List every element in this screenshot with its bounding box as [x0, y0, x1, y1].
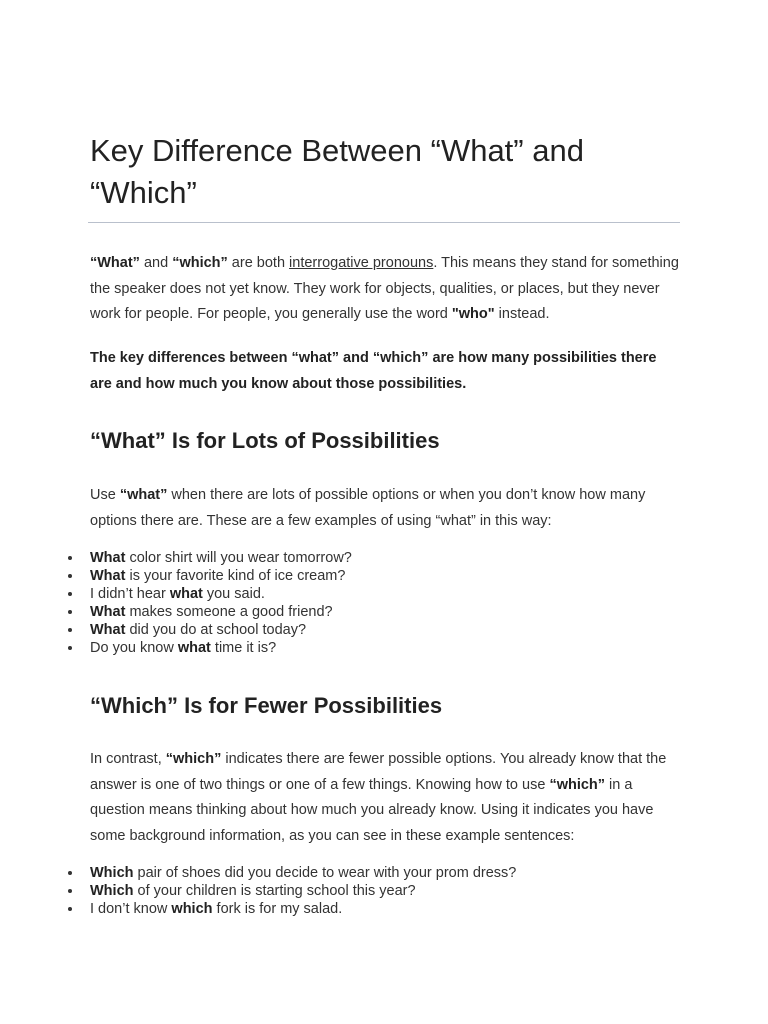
interrogative-pronouns-link[interactable]: interrogative pronouns [289, 255, 434, 271]
list-item-keyword: What [90, 550, 126, 566]
list-item-text-after: fork is for my salad. [212, 901, 343, 917]
what-examples-list [90, 549, 690, 657]
list-item-text-before: Do you know [90, 640, 178, 656]
bullet-icon [68, 871, 72, 875]
intro-text-are-both: are both [227, 255, 290, 271]
list-item-keyword: what [169, 586, 203, 602]
list-item-text-after: time it is? [210, 640, 277, 656]
list-item-keyword: what [177, 640, 211, 656]
list-item-text-before: I didn’t hear [90, 586, 170, 602]
term-which: “which” [549, 776, 606, 793]
bullet-icon [68, 646, 72, 650]
intro-text-end: instead. [494, 306, 550, 322]
list-item-text-after: you said. [202, 586, 265, 602]
what-paragraph [90, 483, 680, 534]
which-text-b: indicates there are fewer possible options. You already know that the answer is one of two things or one of a few things. Knowing how to use [90, 751, 667, 793]
term-who: "who" [451, 306, 495, 322]
list-item-keyword: which [171, 901, 213, 917]
list-item-keyword: What [90, 622, 126, 638]
section-heading-what: “What” Is for Lots of Possibilities [90, 428, 440, 453]
list-item-text-before: I don’t know [90, 901, 172, 917]
list-item-keyword: Which [90, 865, 134, 881]
intro-text-and: and [139, 255, 173, 271]
intro-text-rest: . This means they stand for something the speaker does not yet know. They work for objects, qualities, or places, but they never work for people. For people, you generally use the word [90, 255, 679, 322]
which-text-c: in a question means thinking about how much you already know. Using it indicates you have some background information, as you can see in these example sentences: [90, 776, 654, 844]
list-item [90, 549, 690, 567]
bullet-icon [68, 907, 72, 911]
term-what: “What” [90, 255, 140, 271]
list-item-text-after: is your favorite kind of ice cream? [125, 568, 346, 584]
bullet-icon [68, 556, 72, 560]
bullet-icon [68, 592, 72, 596]
list-item [90, 621, 690, 639]
list-item [90, 603, 690, 621]
list-item-text-after: pair of shoes did you decide to wear with your prom dress? [133, 865, 517, 881]
title-divider [88, 222, 680, 223]
bullet-icon [68, 574, 72, 578]
list-item [90, 900, 690, 918]
which-text-a: In contrast, [90, 751, 166, 767]
page-title: Key Difference Between “What” and “Which” [90, 133, 584, 210]
list-item-text-after: color shirt will you wear tomorrow? [125, 550, 352, 566]
bullet-icon [68, 628, 72, 632]
list-item [90, 585, 690, 603]
what-text-use: Use [90, 487, 120, 503]
list-item [90, 639, 690, 657]
list-item-text-after: of your children is starting school this year? [133, 883, 416, 899]
list-item [90, 882, 690, 900]
term-which: “which” [165, 751, 222, 767]
list-item-keyword: Which [90, 883, 134, 899]
key-differences-paragraph: The key differences between “what” and “which” are how many possibilities there are and how much you know about those possibilities. [90, 350, 657, 392]
list-item-keyword: What [90, 568, 126, 584]
list-item-keyword: What [90, 604, 126, 620]
bullet-icon [68, 889, 72, 893]
term-which: “which” [172, 255, 228, 271]
list-item [90, 567, 690, 585]
which-paragraph [90, 747, 680, 849]
intro-paragraph [90, 251, 680, 328]
section-heading-which: “Which” Is for Fewer Possibilities [90, 693, 443, 718]
bullet-icon [68, 610, 72, 614]
list-item-text-after: did you do at school today? [125, 622, 307, 638]
term-what: “what” [119, 487, 168, 503]
list-item [90, 864, 690, 882]
what-text-rest: when there are lots of possible options or when you don’t know how many options there are. These are a few examples of using “what” in this way: [90, 487, 646, 529]
list-item-text-after: makes someone a good friend? [125, 604, 333, 620]
which-examples-list [90, 864, 690, 918]
